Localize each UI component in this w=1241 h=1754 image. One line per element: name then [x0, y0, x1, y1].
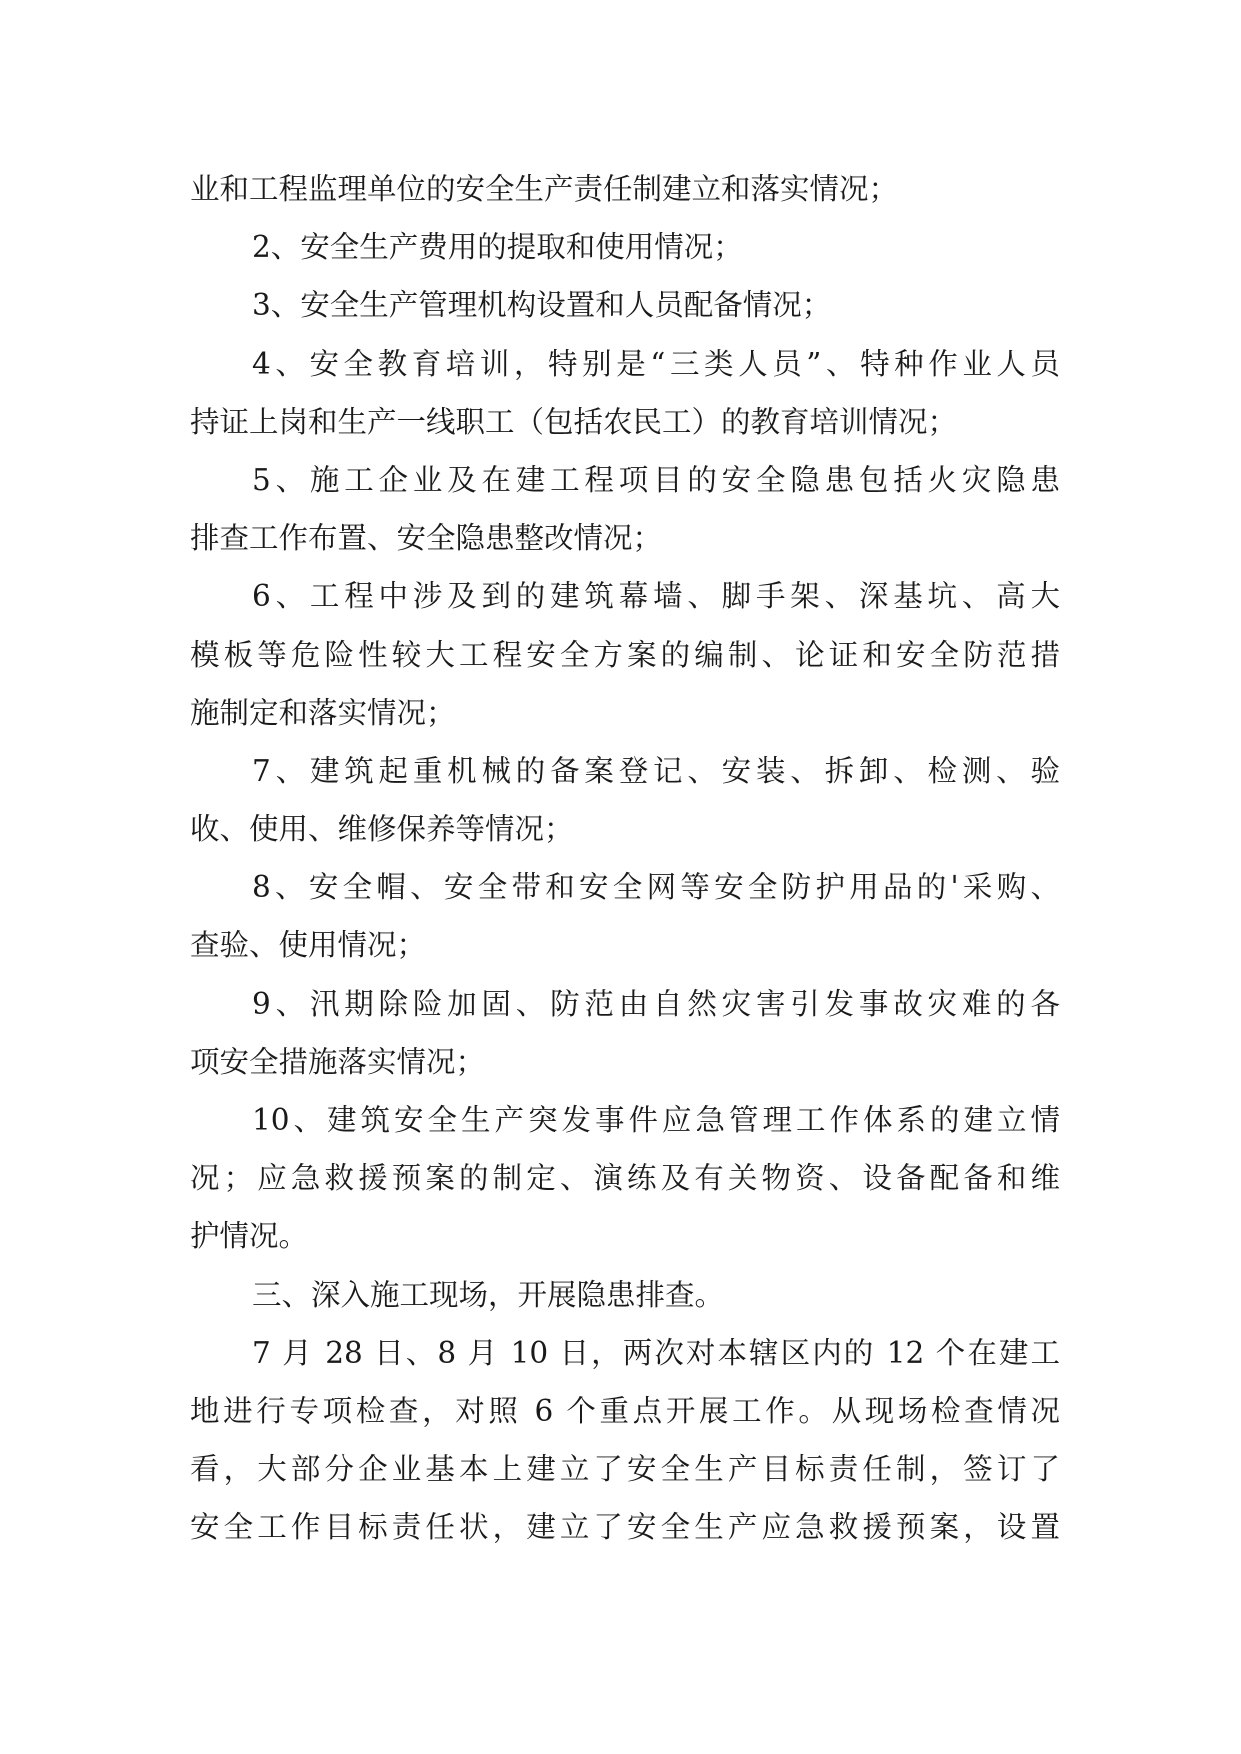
text-line: 6、工程中涉及到的建筑幕墙、脚手架、深基坑、高大	[252, 579, 1060, 614]
text-line: 排查工作布置、安全隐患整改情况；	[190, 521, 663, 556]
text-line: 3、安全生产管理机构设置和人员配备情况；	[252, 288, 832, 323]
text-line: 持证上岗和生产一线职工（包括农民工）的教育培训情况；	[190, 404, 958, 439]
text-line: 2、安全生产费用的提取和使用情况；	[252, 230, 743, 265]
text-line: 业和工程监理单位的安全生产责任制建立和落实情况；	[190, 172, 899, 206]
text-line: 4、安全教育培训，特别是“三类人员”、特种作业人员	[252, 346, 1060, 381]
text-line: 9、汛期除险加固、防范由自然灾害引发事故灾难的各	[252, 986, 1060, 1021]
text-line: 7 月 28 日、8 月 10 日，两次对本辖区内的 12 个在建工	[252, 1335, 1060, 1370]
document-body	[190, 160, 1060, 1557]
text-line: 8、安全帽、安全带和安全网等安全防护用品的'采购、	[252, 870, 1060, 905]
text-line: 5、施工企业及在建工程项目的安全隐患包括火灾隐患	[252, 462, 1060, 497]
section-heading: 三、深入施工现场，开展隐患排查。	[252, 1277, 725, 1312]
text-line: 模板等危险性较大工程安全方案的编制、论证和安全防范措	[190, 637, 1060, 672]
text-line: 地进行专项检查，对照 6 个重点开展工作。从现场检查情况	[190, 1393, 1060, 1428]
text-line: 项安全措施落实情况；	[190, 1044, 486, 1079]
text-line: 10、建筑安全生产突发事件应急管理工作体系的建立情	[252, 1103, 1060, 1137]
text-line: 收、使用、维修保养等情况；	[190, 812, 574, 847]
text-line: 况；应急救援预案的制定、演练及有关物资、设备配备和维	[190, 1161, 1060, 1196]
text-line: 护情况。	[190, 1219, 309, 1254]
text-line: 安全工作目标责任状，建立了安全生产应急救援预案，设置	[190, 1510, 1060, 1545]
text-line: 7、建筑起重机械的备案登记、安装、拆卸、检测、验	[252, 753, 1060, 788]
text-line: 查验、使用情况；	[190, 928, 427, 963]
text-line: 施制定和落实情况；	[190, 695, 456, 730]
text-line: 看，大部分企业基本上建立了安全生产目标责任制，签订了	[190, 1452, 1060, 1487]
